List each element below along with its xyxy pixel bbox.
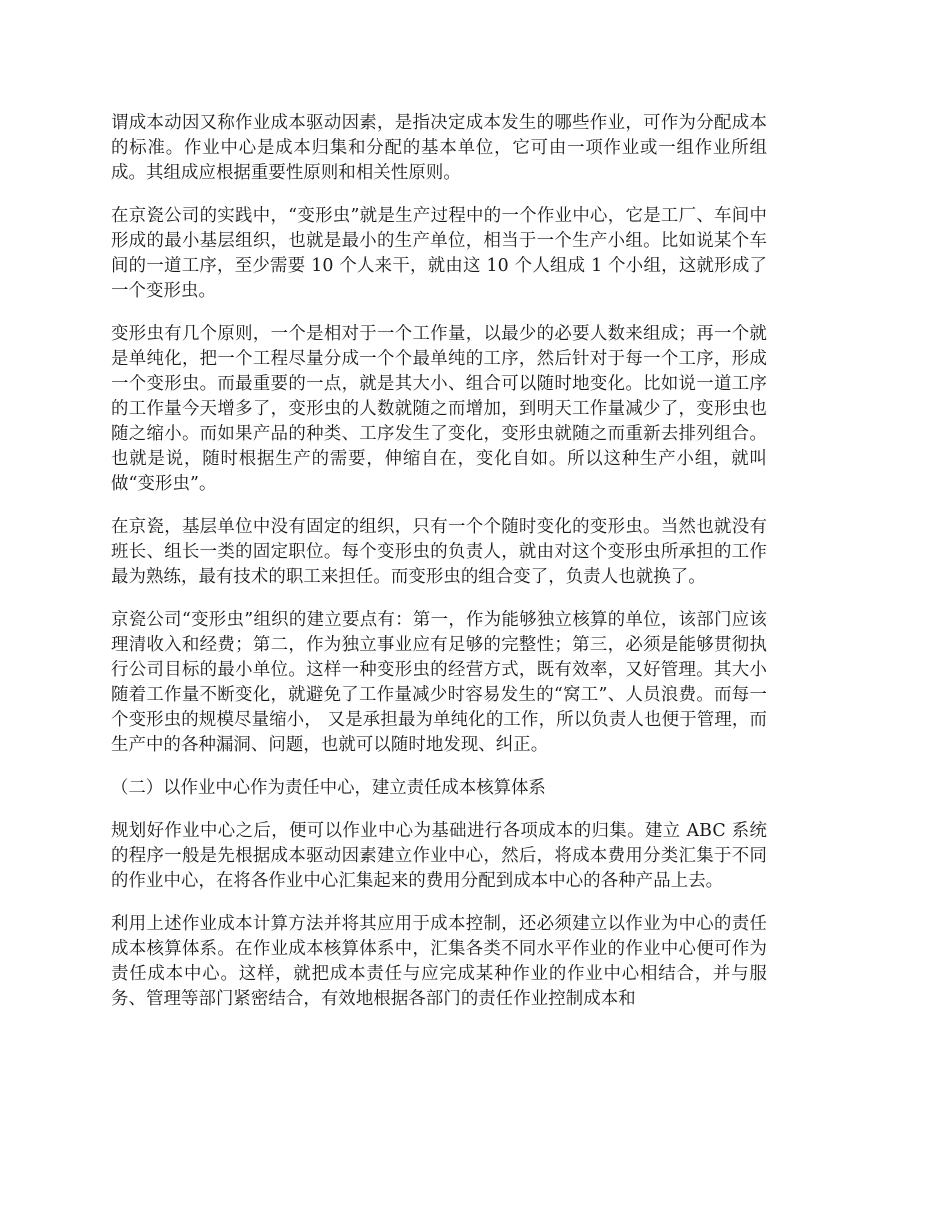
paragraph-kyocera-organization: 在京瓷，基层单位中没有固定的组织，只有一个个随时变化的变形虫。当然也就没有班长、组长一类的固定职位。每个变形虫的负责人，就由对这个变形虫所承担的工作最为熟练，最有技术的职工来担任。而变形虫的组合变了，负责人也就换了。 <box>111 517 767 587</box>
paragraph-amoeba-key-points: 京瓷公司“变形虫”组织的建立要点有：第一，作为能够独立核算的单位，该部门应该理清收入和经费；第二，作为独立事业应有足够的完整性；第三，必须是能够贯彻执行公司目标的最小单位。这样一种变形虫的经营方式，既有效率，又好管理。其大小随着工作量不断变化，就避免了工作量减少时容易发生的“窝工”、人员浪费。而每一个变形虫的规模尽量缩小， 又是承担最为单纯化的工作，所以负责人也便于管理，而生产中的各种漏洞、问题，也就可以随时地发现、纠正。 <box>111 610 767 755</box>
paragraph-abc-system: 规划好作业中心之后，便可以作业中心为基础进行各项成本的归集。建立 ABC 系统的程序一般是先根据成本驱动因素建立作业中心，然后，将成本费用分类汇集于不同的作业中心，在将各作业中心汇集起来的费用分配到成本中心的各种产品上去。 <box>111 821 767 891</box>
paragraph-amoeba-principles: 变形虫有几个原则，一个是相对于一个工作量，以最少的必要人数来组成；再一个就是单纯化，把一个工程尽量分成一个个最单纯的工序，然后针对于每一个工序，形成一个变形虫。而最重要的一点，就是其大小、组合可以随时地变化。比如说一道工序的工作量今天增多了，变形虫的人数就随之而增加，到明天工作量减少了，变形虫也随之缩小。而如果产品的种类、工序发生了变化，变形虫就随之而重新去排列组合。也就是说，随时根据生产的需要，伸缩自在，变化自如。所以这种生产小组，就叫做“变形虫”。 <box>111 324 767 494</box>
paragraph-responsibility-cost: 利用上述作业成本计算方法并将其应用于成本控制，还必须建立以作业为中心的责任成本核算体系。在作业成本核算体系中，汇集各类不同水平作业的作业中心便可作为责任成本中心。这样，就把成本责任与应完成某种作业的作业中心相结合，并与服务、管理等部门紧密结合，有效地根据各部门的责任作业控制成本和 <box>111 914 767 1009</box>
document-page <box>111 111 767 1030</box>
section-heading: （二）以作业中心作为责任中心，建立责任成本核算体系 <box>111 778 546 798</box>
paragraph-cost-driver: 谓成本动因又称作业成本驱动因素，是指决定成本发生的哪些作业，可作为分配成本的标准。作业中心是成本归集和分配的基本单位，它可由一项作业或一组作业所组成。其组成应根据重要性原则和相关性原则。 <box>111 113 767 183</box>
paragraph-kyocera-practice: 在京瓷公司的实践中，“变形虫”就是生产过程中的一个作业中心，它是工厂、车间中形成的最小基层组织，也就是最小的生产单位，相当于一个生产小组。比如说某个车间的一道工序，至少需要 10 个人来干，就由这 10 个人组成 1 个小组，这就形成了一个变形虫。 <box>111 206 767 301</box>
